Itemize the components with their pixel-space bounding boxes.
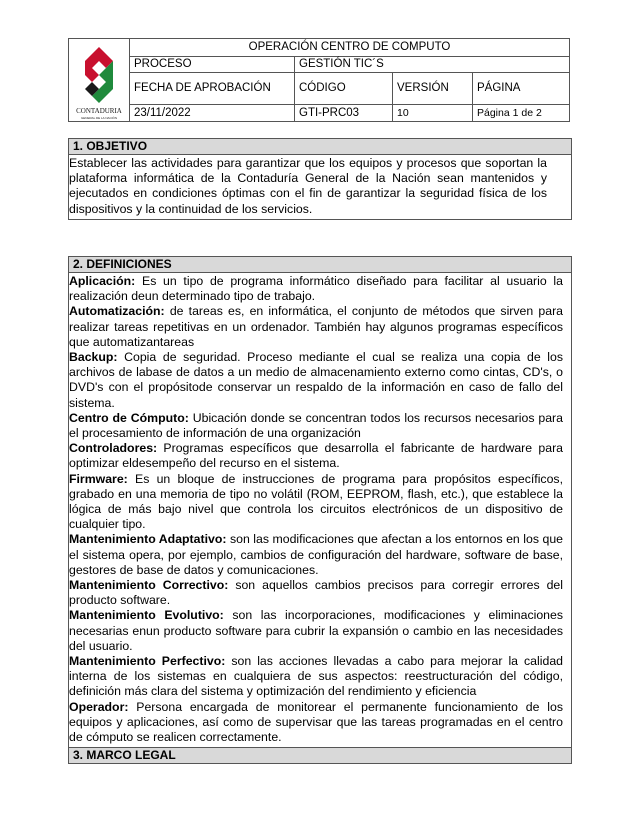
version-label: VERSIÓN: [393, 73, 473, 105]
definition-term: Mantenimiento Adaptativo:: [69, 532, 227, 547]
fecha-aprobacion-label: FECHA DE APROBACIÓN: [130, 73, 295, 105]
definition-term: Operador:: [69, 699, 129, 714]
definiciones-list: [69, 273, 571, 748]
contaduria-logo: [69, 39, 129, 121]
section-title-objetivo: 1. OBJETIVO: [69, 139, 571, 155]
definition-term: Mantenimiento Correctivo:: [69, 578, 229, 593]
definition-item: [69, 304, 563, 350]
definition-term: Backup:: [69, 350, 118, 365]
logo-text: CONTADURIA: [76, 107, 122, 115]
definition-text: de tareas es, en informática, el conjunto de métodos que sirven para realizar tareas repetitivas en un ordenador. También hay algunos programas específicos que automatizantareas: [69, 304, 563, 349]
definition-item: [69, 350, 563, 411]
definition-term: Automatización:: [69, 304, 165, 319]
contaduria-logo-icon: [69, 39, 129, 121]
definition-text: Es un bloque de instrucciones de programa para propósitos específicos, grabado en una memoria de tipo no volátil (ROM, EEPROM, flash, etc.), que establece la lógica de más bajo nivel que controla los circuitos electrónicos de un dispositivo de cualquier tipo.: [69, 471, 563, 532]
document-title: OPERACIÓN CENTRO DE COMPUTO: [130, 39, 570, 57]
definition-item: [69, 608, 563, 654]
version-value: 10: [393, 105, 473, 122]
document-header-table: [68, 38, 570, 122]
pagina-label: PÁGINA: [473, 73, 570, 105]
definition-text: son las modificaciones que afectan a los entornos en los que el sistema opera, por ejemplo, cambios de configuración del hardware, software de base, gestores de base de datos y comunicaciones.: [69, 532, 563, 577]
section-title-definiciones: 2. DEFINICIONES: [69, 257, 571, 273]
definition-text: Programas específicos que desarrolla el fabricante de hardware para optimizar eldesempeño del recurso en el sistema.: [69, 441, 563, 471]
definition-text: son aquellos cambios precisos para corregir errores del producto software.: [69, 578, 563, 608]
section-objetivo: [68, 138, 572, 220]
section-title-marco-legal: 3. MARCO LEGAL: [69, 748, 571, 763]
definition-term: Firmware:: [69, 471, 128, 486]
definition-term: Controladores:: [69, 441, 158, 456]
definition-text: Persona encargada de monitorear el permanente funcionamiento de los equipos y aplicaciones, así como de supervisar que las tareas programadas en el centro de cómputo se realicen correctamente.: [69, 699, 563, 745]
definition-term: Aplicación:: [69, 274, 136, 288]
definition-item: [69, 274, 563, 304]
codigo-label: CÓDIGO: [295, 73, 393, 105]
section-definiciones: [68, 256, 572, 764]
definition-term: Mantenimiento Perfectivo:: [69, 654, 226, 669]
logo-cell: [69, 39, 130, 122]
definition-text: son las acciones llevadas a cabo para mejorar la calidad interna de los sistemas en cualquiera de sus aspectos: reestructuración del código, definición más clara del sistema y optimización del rendimiento y eficiencia: [69, 654, 563, 699]
fecha-aprobacion-value: 23/11/2022: [130, 105, 295, 122]
definition-item: [69, 411, 563, 441]
definition-text: Copia de seguridad. Proceso mediante el cual se realiza una copia de los archivos de labase de datos a un medio de almacenamiento externo como cintas, CD's, o DVD's con el propósitode conservar un respaldo de la información en caso de fallo del sistema.: [69, 350, 563, 410]
definition-item: [69, 532, 563, 578]
codigo-value: GTI-PRC03: [295, 105, 393, 122]
definition-term: Mantenimiento Evolutivo:: [69, 608, 224, 623]
definition-term: Centro de Cómputo:: [69, 410, 189, 425]
definition-item: [69, 472, 563, 533]
proceso-value: GESTIÓN TIC´S: [295, 56, 570, 73]
definition-item: [69, 441, 563, 471]
pagina-value: Página 1 de 2: [473, 105, 570, 122]
definition-item: [69, 700, 563, 746]
logo-subtext: GENERAL DE LA NACIÓN: [80, 116, 118, 120]
definition-item: [69, 654, 563, 700]
definition-item: [69, 578, 563, 608]
definition-text: Es un tipo de programa informático diseñado para facilitar al usuario la realización deun determinado tipo de trabajo.: [69, 274, 563, 304]
proceso-label: PROCESO: [130, 56, 295, 73]
definition-text: son las incorporaciones, modificaciones y eliminaciones necesarias enun producto software para cubrir la expansión o cambio en las necesidades del usuario.: [69, 608, 563, 653]
definition-text: Ubicación donde se concentran todos los recursos necesarios para el procesamiento de información de una organización: [69, 410, 563, 441]
objetivo-text: Establecer las actividades para garantizar que los equipos y procesos que soportan la plataforma informática de la Contaduría General de la Nación sean mantenidos y ejecutados en condiciones óptimas con el fin de garantizar la seguridad física de los dispositivos y la continuidad de los servicios.: [69, 156, 547, 216]
